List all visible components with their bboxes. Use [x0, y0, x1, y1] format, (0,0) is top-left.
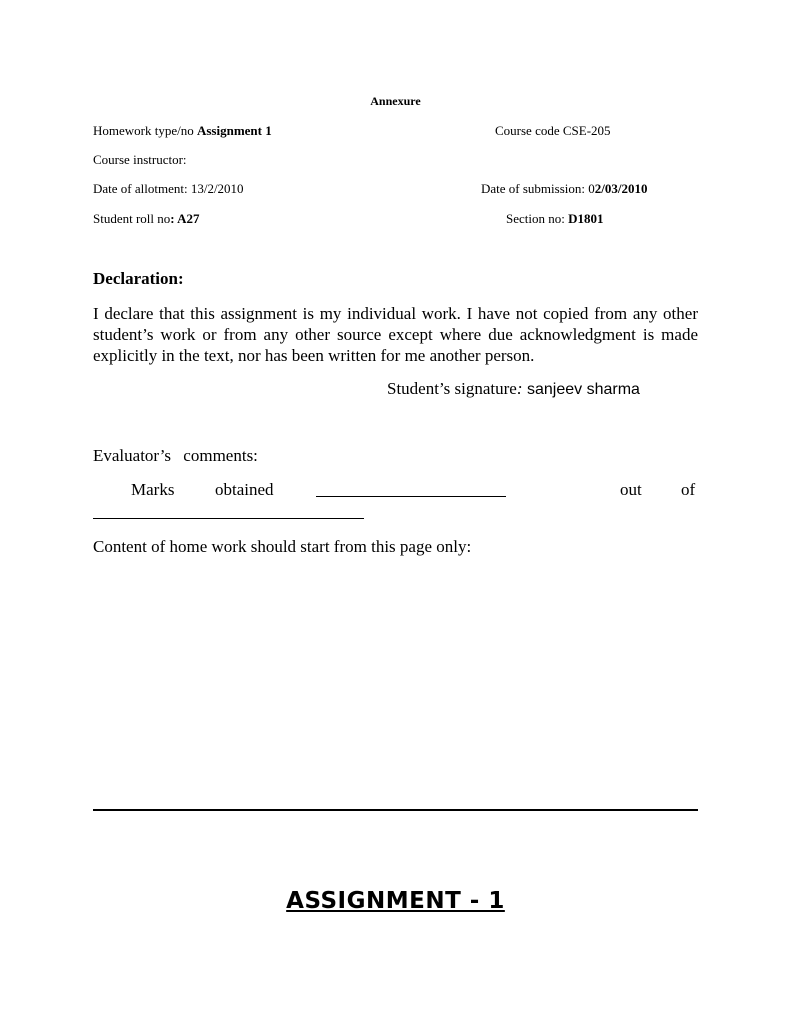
- annexure-title: Annexure: [370, 94, 421, 108]
- assignment-title: ASSIGNMENT - 1: [286, 888, 505, 914]
- of-word: of: [681, 480, 696, 499]
- marks-row: [93, 480, 698, 502]
- section-divider: [93, 809, 698, 811]
- signature-label: Student’s signature: [387, 379, 517, 398]
- marks-obtained-blank: [316, 480, 506, 502]
- declaration-body: I declare that this assignment is my individual work. I have not copied from any other student’s work or from any other source except where due acknowledgment is made explicitly in the text, nor has been written for me another person.: [93, 304, 698, 365]
- submission-label: Date of submission: 0: [481, 181, 595, 196]
- section-value: D1801: [568, 211, 604, 226]
- homework-value: Assignment 1: [196, 123, 272, 138]
- student-roll-no: [93, 211, 200, 227]
- course-code: Course code CSE-205: [495, 123, 611, 138]
- homework-type: [93, 123, 272, 139]
- total-marks-blank: [93, 502, 364, 519]
- marks-word: Marks: [131, 480, 175, 499]
- out-word: out: [620, 480, 642, 499]
- declaration-heading: Declaration:: [93, 269, 184, 288]
- date-of-submission: [481, 181, 647, 197]
- date-of-allotment: Date of allotment: 13/2/2010: [93, 181, 244, 196]
- obtained-word: obtained: [215, 480, 274, 499]
- roll-value: : A27: [170, 211, 200, 226]
- section-no: [506, 211, 604, 227]
- evaluator-comments-label: Evaluator’s comments:: [93, 446, 258, 465]
- homework-label: Homework type/no: [93, 123, 197, 138]
- content-note: Content of home work should start from this page only:: [93, 537, 472, 556]
- signature-value: sanjeev sharma: [522, 381, 640, 398]
- course-instructor-label: Course instructor:: [93, 152, 187, 167]
- roll-label: Student roll no: [93, 211, 171, 226]
- signature-colon: :: [516, 379, 523, 398]
- student-signature: [387, 379, 640, 399]
- submission-value: 2/03/2010: [594, 181, 648, 196]
- section-label: Section no:: [506, 211, 569, 226]
